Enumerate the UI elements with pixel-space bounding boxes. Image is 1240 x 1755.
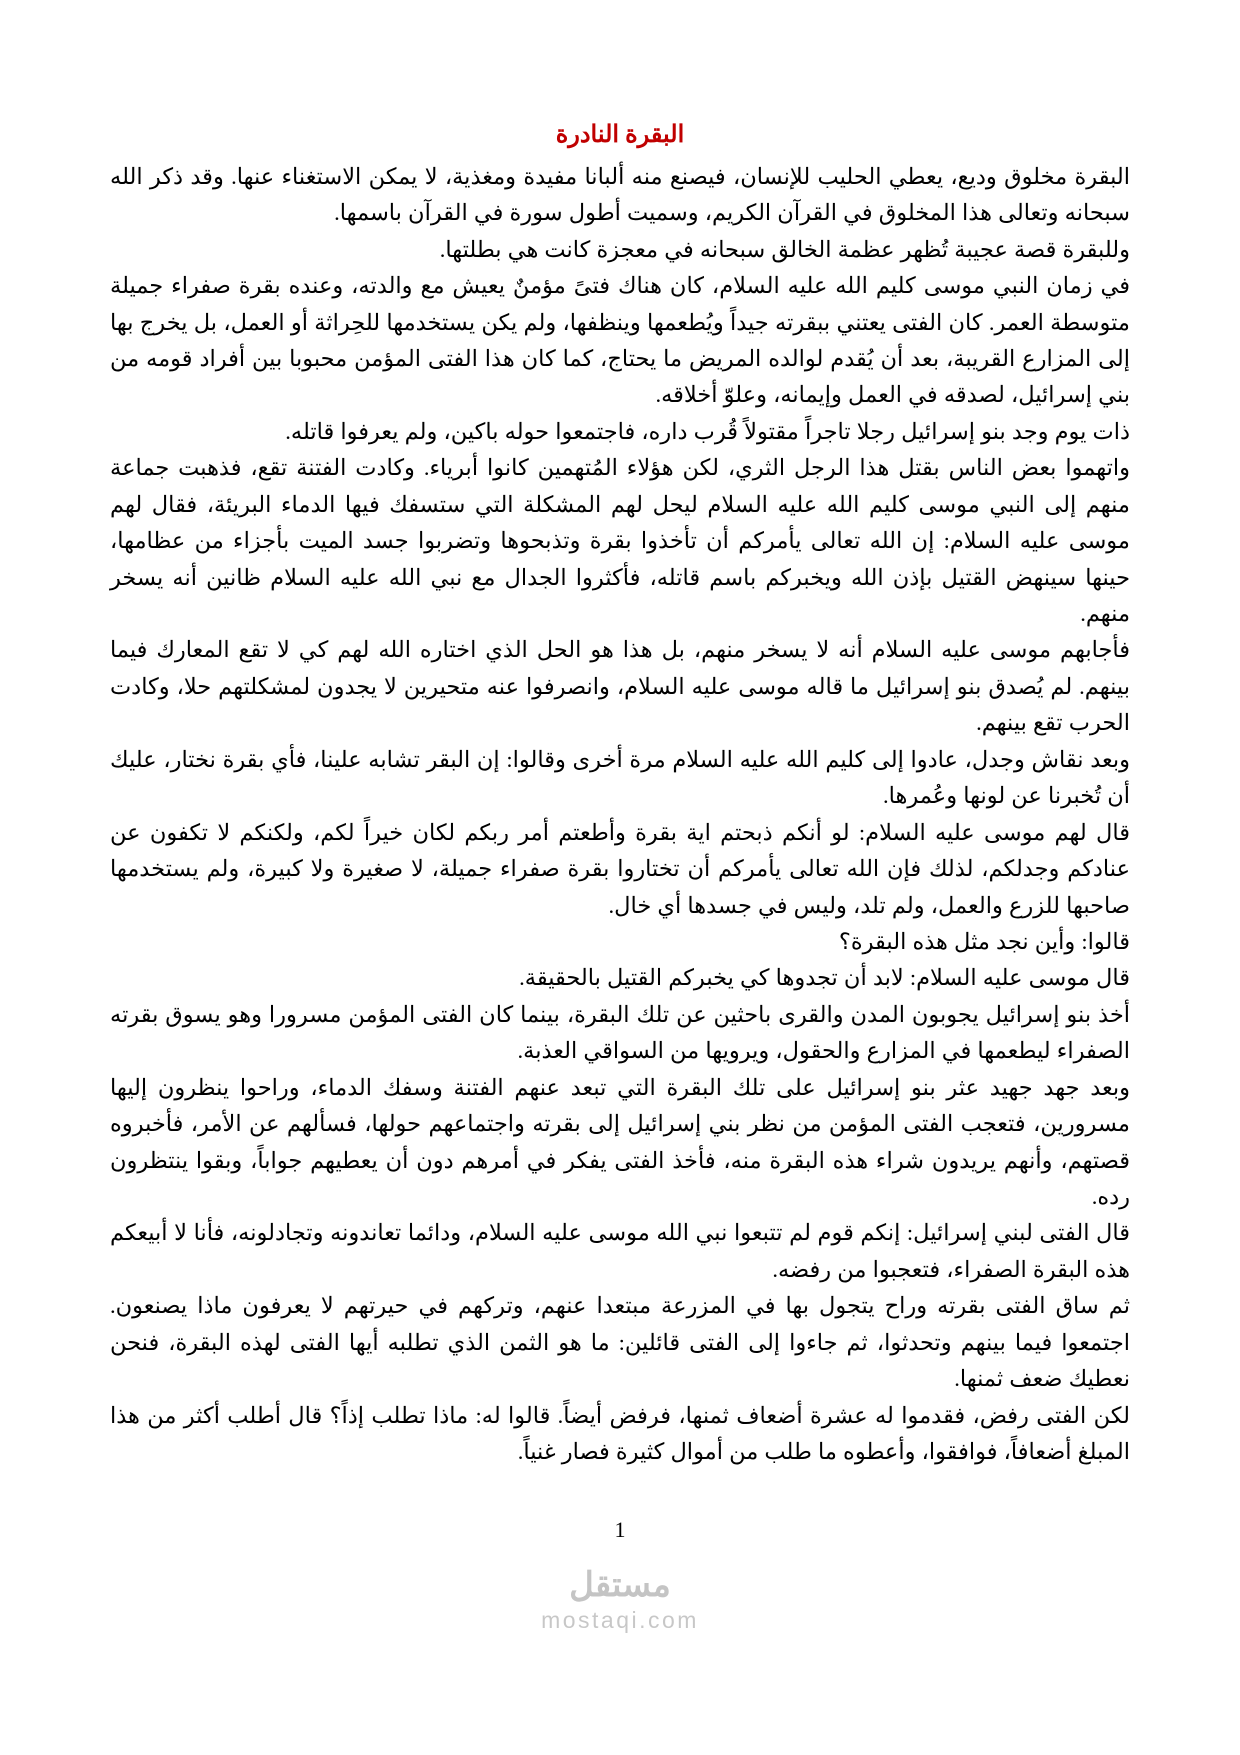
paragraph: قالوا: وأين نجد مثل هذه البقرة؟ — [838, 928, 1130, 954]
paragraph: وبعد جهد جهيد عثر بنو إسرائيل على تلك البقرة التي تبعد عنهم الفتنة وسفك الدماء، وراحوا ينظرون إليها مسرورين، فتعجب الفتى المؤمن من نظر بني إسرائيل إلى بقرته واجتماعهم حولها، فسألهم عن الأمر، فأخبروه قصتهم، وأنهم يريدون شراء هذه البقرة منه، فأخذ الفتى يفكر في أمرهم دون أن يعطيهم جواباً، وبقوا ينتظرون رده. — [110, 1074, 1130, 1210]
paragraph: قال الفتى لبني إسرائيل: إنكم قوم لم تتبعوا نبي الله موسى عليه السلام، ودائما تعاندونه وتجادلونه، فأنا لا أبيعكم هذه البقرة الصفراء، فتعجبوا من رفضه. — [110, 1220, 1130, 1282]
paragraph: وبعد نقاش وجدل، عادوا إلى كليم الله عليه السلام مرة أخرى وقالوا: إن البقر تشابه علينا، فأي بقرة نختار، عليك أن تُخبرنا عن لونها وعُمرها. — [110, 746, 1130, 809]
document-body — [110, 118, 1130, 1471]
paragraph: وللبقرة قصة عجيبة تُظهر عظمة الخالق سبحانه في معجزة كانت هي بطلتها. — [439, 236, 1130, 262]
page-number: 1 — [614, 1516, 626, 1542]
paragraph: ذات يوم وجد بنو إسرائيل رجلا تاجراً مقتولاً قُرب داره، فاجتمعوا حوله باكين، ولم يعرفوا قاتله. — [285, 418, 1130, 444]
paragraph: أخذ بنو إسرائيل يجوبون المدن والقرى باحثين عن تلك البقرة، بينما كان الفتى المؤمن مسرورا وهو يسوق بقرته الصفراء ليطعمها في المزارع والحقول، ويرويها من السواقي العذبة. — [110, 1001, 1130, 1064]
page-title: البقرة النادرة — [555, 122, 685, 148]
paragraph: ثم ساق الفتى بقرته وراح يتجول بها في المزرعة مبتعدا عنهم، وتركهم في حيرتهم لا يعرفون ماذا يصنعون. اجتمعوا فيما بينهم وتحدثوا، ثم جاءوا إلى الفتى قائلين: ما هو الثمن الذي تطلبه أيها الفتى لهذه البقرة، فنحن نعطيك ضعف ثمنها. — [110, 1293, 1130, 1392]
page-footer — [0, 1516, 1240, 1635]
mostaqil-watermark-logo — [541, 1567, 699, 1635]
paragraph: البقرة مخلوق وديع، يعطي الحليب للإنسان، فيصنع منه ألبانا مفيدة ومغذية، لا يمكن الاستغناء عنها. وقد ذكر الله سبحانه وتعالى هذا المخلوق في القرآن الكريم، وسميت أطول سورة في القرآن باسمها. — [110, 163, 1130, 226]
paragraph: قال لهم موسى عليه السلام: لو أنكم ذبحتم اية بقرة وأطعتم أمر ربكم لكان خيراً لكم، ولكنكم لا تكفون عن عنادكم وجدلكم، لذلك فإن الله تعالى يأمركم أن تختاروا بقرة صفراء جميلة، لا صغيرة ولا كبيرة، ولم يستخدمها صاحبها للزرع والعمل، ولم تلد، وليس في جسدها أي خال. — [110, 819, 1130, 918]
watermark-arabic-text: مستقل — [569, 1566, 671, 1604]
paragraph: واتهموا بعض الناس بقتل هذا الرجل الثري، لكن هؤلاء المُتهمين كانوا أبرياء. وكادت الفتنة تقع، فذهبت جماعة منهم إلى النبي موسى كليم الله عليه السلام ليحل لهم المشكلة التي ستسفك فيها الدماء البريئة، فقال لهم موسى عليه السلام: إن الله تعالى يأمركم أن تأخذوا بقرة وتذبحوها وتضربوا جسد الميت بأجزاء من عظامها، حينها سينهض القتيل بإذن الله ويخبركم باسم قاتله، فأكثروا الجدال مع نبي الله عليه السلام ظانين أنه يسخر منهم. — [110, 455, 1130, 627]
paragraph: لكن الفتى رفض، فقدموا له عشرة أضعاف ثمنها، فرفض أيضاً. قالوا له: ماذا تطلب إذاً؟ قال أطلب أكثر من هذا المبلغ أضعافاً، فوافقوا، وأعطوه ما طلب من أموال كثيرة فصار غنياً. — [110, 1402, 1130, 1465]
watermark-domain-text: mostaqi.com — [541, 1607, 699, 1634]
paragraph: قال موسى عليه السلام: لابد أن تجدوها كي يخبركم القتيل بالحقيقة. — [519, 965, 1130, 991]
paragraph: فأجابهم موسى عليه السلام أنه لا يسخر منهم، بل هذا هو الحل الذي اختاره الله لهم كي لا تقع المعارك فيما بينهم. لم يُصدق بنو إسرائيل ما قاله موسى عليه السلام، وانصرفوا عنه متحيرين لا يجدون لمشكلتهم حلا، وكادت الحرب تقع بينهم. — [110, 637, 1130, 736]
paragraph: في زمان النبي موسى كليم الله عليه السلام، كان هناك فتىً مؤمنٌ يعيش مع والدته، وعنده بقرة صفراء جميلة متوسطة العمر. كان الفتى يعتني ببقرته جيداً ويُطعمها وينظفها، ولم يكن يستخدمها للحِراثة أو العمل، بل يخرج بها إلى المزارع القريبة، بعد أن يُقدم لوالده المريض ما يحتاج، كما كان هذا الفتى المؤمن محبوبا بين أفراد قومه من بني إسرائيل، لصدقه في العمل وإيمانه، وعلوّ أخلاقه. — [110, 273, 1130, 408]
